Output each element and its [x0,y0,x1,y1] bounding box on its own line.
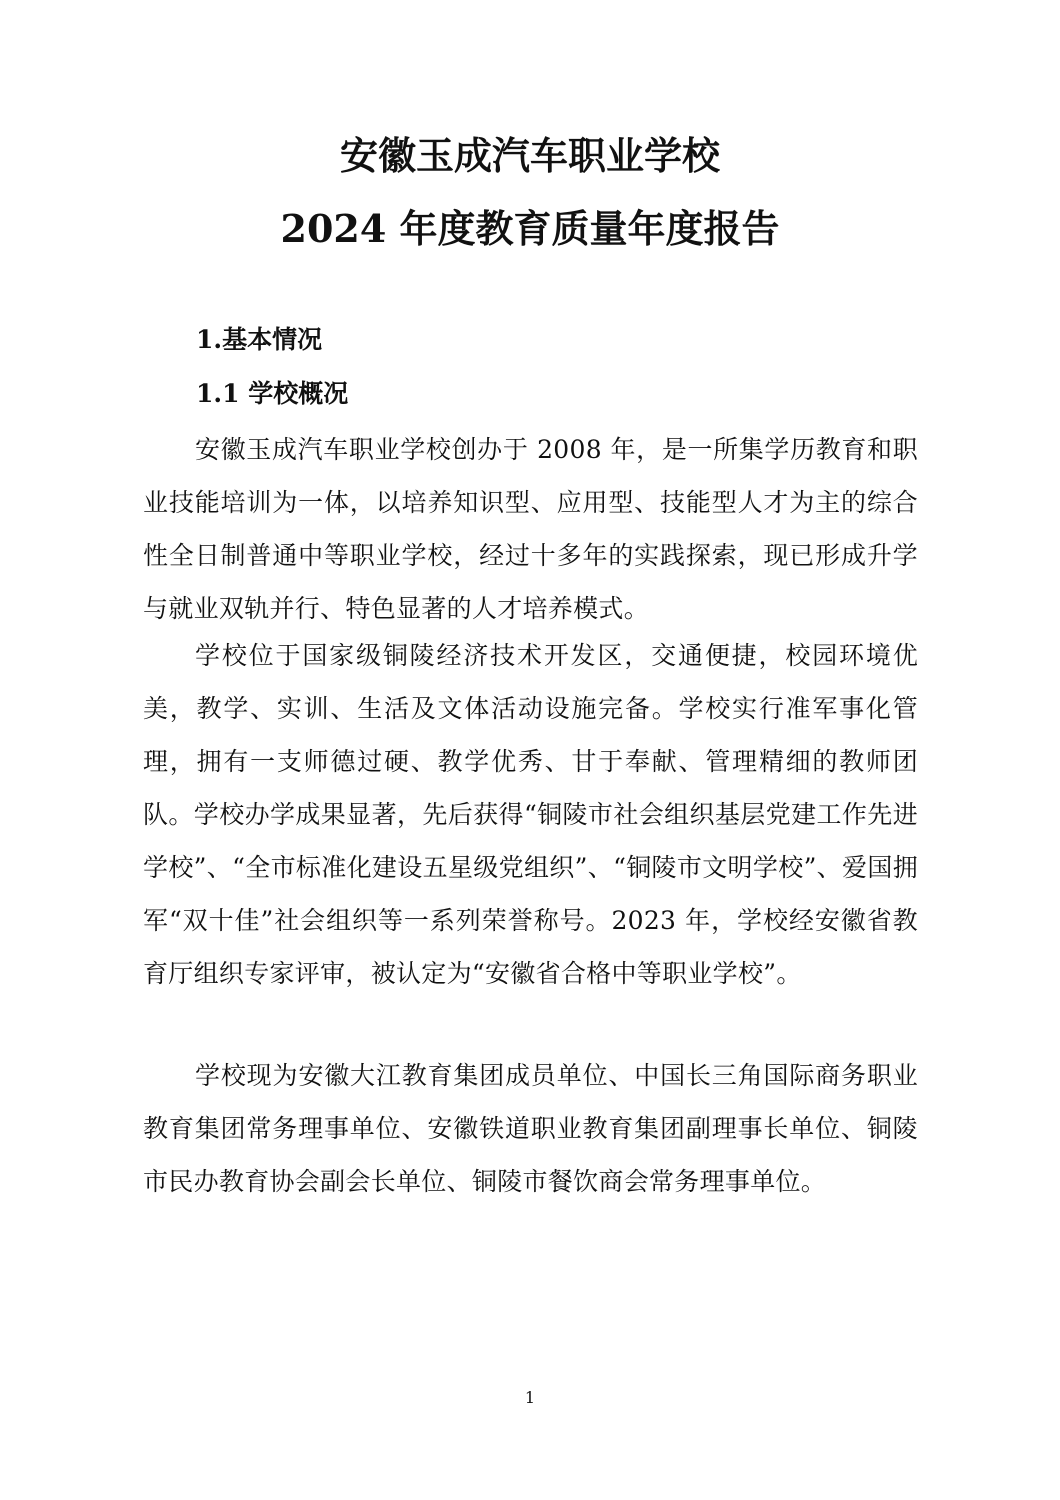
paragraph-location-honors: 学校位于国家级铜陵经济技术开发区，交通便捷，校园环境优美，教学、实训、生活及文体活动设施完备。学校实行准军事化管理，拥有一支师德过硬、教学优秀、甘于奉献、管理精细的教师团队。学校办学成果显著，先后获得“铜陵市社会组织基层党建工作先进学校”、“全市标准化建设五星级党组织”、“铜陵市文明学校”、爱国拥军“双十佳”社会组织等一系列荣誉称号。2023 年，学校经安徽省教育厅组织专家评审，被认定为“安徽省合格中等职业学校”。 [143,641,918,988]
paragraph-school-overview: 安徽玉成汽车职业学校创办于 2008 年，是一所集学历教育和职业技能培训为一体，以培养知识型、应用型、技能型人才为主的综合性全日制普通中等职业学校，经过十多年的实践探索，现已形成升学与就业双轨并行、特色显著的人才培养模式。 [143,435,918,623]
subsection-heading: 1.1 学校概况 [196,379,349,408]
document-title-line-2: 2024 年度教育质量年度报告 [280,206,780,251]
paragraph-memberships: 学校现为安徽大江教育集团成员单位、中国长三角国际商务职业教育集团常务理事单位、安徽铁道职业教育集团副理事长单位、铜陵市民办教育协会副会长单位、铜陵市餐饮商会常务理事单位。 [143,1061,918,1196]
page-number: 1 [524,1388,536,1407]
section-heading: 1.基本情况 [196,325,323,354]
document-title-line-1: 安徽玉成汽车职业学校 [339,133,720,178]
